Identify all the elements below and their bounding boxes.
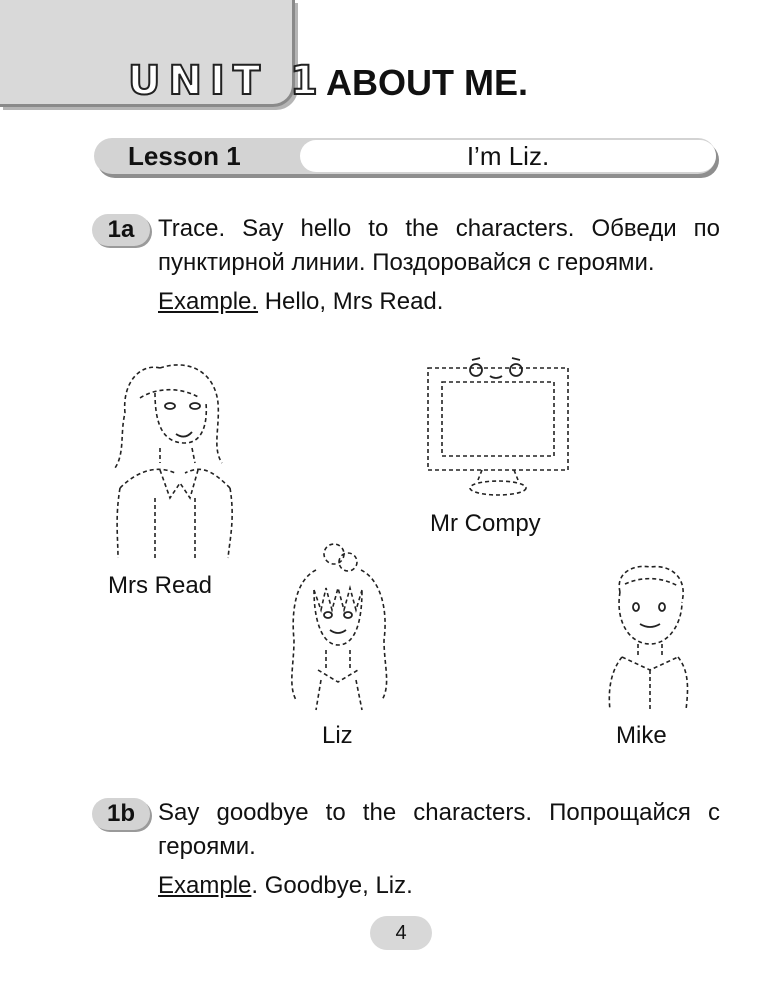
example-text: . Goodbye, Liz. bbox=[251, 872, 413, 899]
lesson-label: Lesson 1 bbox=[128, 141, 241, 171]
mike-tracing-picture bbox=[600, 562, 692, 712]
page-number: 4 bbox=[370, 916, 432, 950]
exercise-1b-example bbox=[158, 872, 413, 900]
exercise-1a-example bbox=[158, 288, 443, 316]
example-word: Example bbox=[158, 872, 252, 899]
exercise-1a-instruction: Trace. Say hello to the characters. Обведи по пунктирной линии. Поздоровайся с героями. bbox=[158, 215, 720, 276]
unit-label: UNIT 1 bbox=[128, 58, 326, 104]
mr-compy-tracing-picture bbox=[420, 348, 576, 500]
exercise-1a-badge: 1a bbox=[92, 214, 150, 246]
mrs-read-tracing-picture bbox=[100, 358, 240, 568]
liz-label: Liz bbox=[322, 722, 353, 749]
example-word: Example. bbox=[158, 288, 259, 315]
mrs-read-label: Mrs Read bbox=[108, 572, 213, 599]
exercise-1b-instruction: Say goodbye to the characters. Попрощайся с героями. bbox=[158, 799, 720, 860]
unit-title: ABOUT ME. bbox=[326, 62, 528, 103]
mike-label: Mike bbox=[616, 722, 667, 749]
mr-compy-label: Mr Compy bbox=[430, 510, 541, 537]
exercise-1b-badge: 1b bbox=[92, 798, 150, 830]
lesson-title: I’m Liz. bbox=[466, 141, 550, 171]
liz-tracing-picture bbox=[276, 540, 402, 715]
example-text: Hello, Mrs Read. bbox=[258, 288, 444, 315]
